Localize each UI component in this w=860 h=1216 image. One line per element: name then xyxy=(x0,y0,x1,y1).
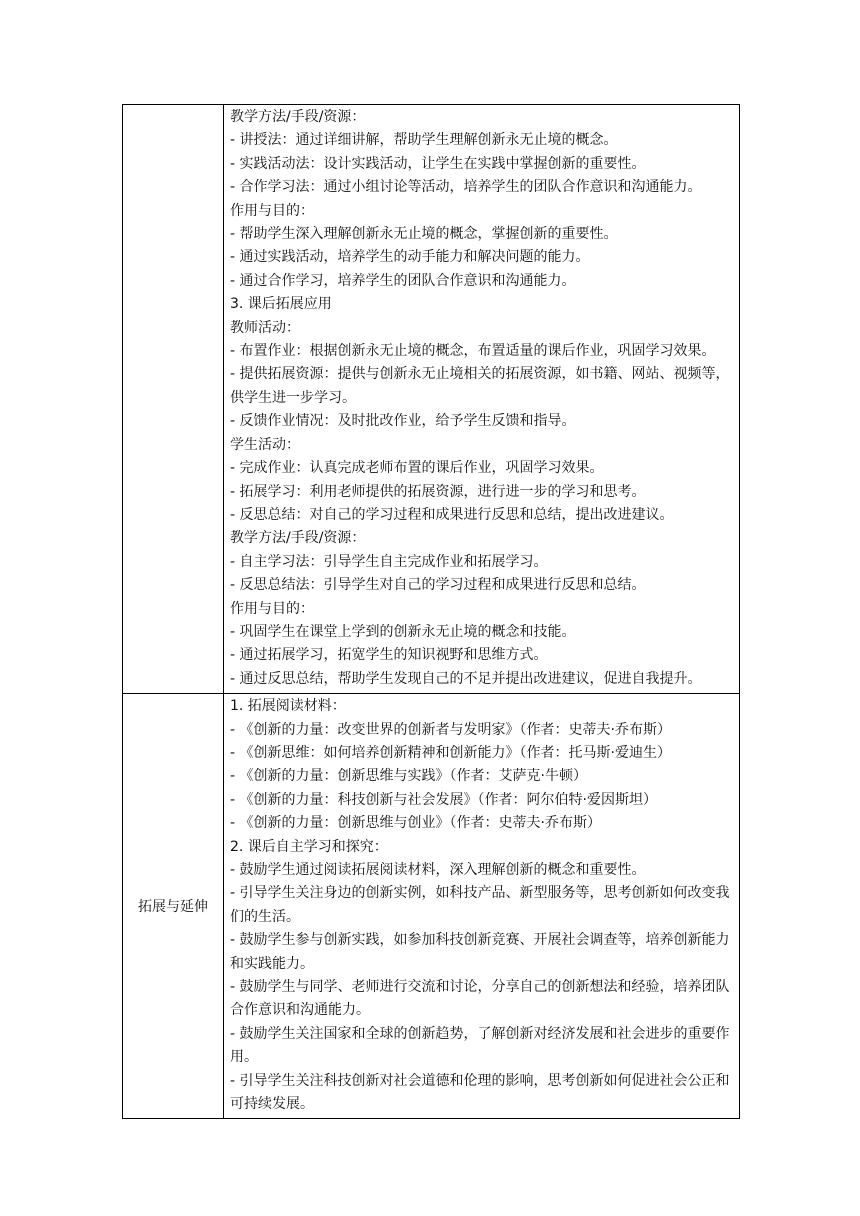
row-label-extension: 拓展与延伸 xyxy=(123,694,224,1119)
text-line: - 自主学习法：引导学生自主完成作业和拓展学习。 xyxy=(230,553,548,570)
text-line: 学生活动： xyxy=(230,436,300,453)
text-line: - 通过实践活动，培养学生的动手能力和解决问题的能力。 xyxy=(230,249,590,266)
text-line: - 通过拓展学习，拓宽学生的知识视野和思维方式。 xyxy=(230,647,548,664)
text-line: - 布置作业：根据创新永无止境的概念，布置适量的课后作业，巩固学习效果。 xyxy=(230,343,716,360)
text-line: - 鼓励学生参与创新实践，如参加科技创新竞赛、开展社会调查等，培养创新能力和实践能力。 xyxy=(230,932,730,972)
text-line: - 帮助学生深入理解创新永无止境的概念，掌握创新的重要性。 xyxy=(230,226,618,243)
table-row xyxy=(123,105,740,694)
text-line: - 鼓励学生通过阅读拓展阅读材料，深入理解创新的概念和重要性。 xyxy=(230,862,646,878)
text-line: 教师活动： xyxy=(230,319,300,336)
text-line: 教学方法/手段/资源： xyxy=(230,109,366,125)
text-line: - 《创新的力量：改变世界的创新者与发明家》（作者：史蒂夫·乔布斯） xyxy=(230,721,671,738)
text-line: - 讲授法：通过详细讲解，帮助学生理解创新永无止境的概念。 xyxy=(230,132,618,149)
row-content-cell xyxy=(224,694,740,1119)
content-lines xyxy=(230,695,733,1116)
text-line: - 反思总结：对自己的学习过程和成果进行反思和总结，提出改进建议。 xyxy=(230,506,674,523)
text-line: - 《创新思维：如何培养创新精神和创新能力》（作者：托马斯·爱迪生） xyxy=(230,744,671,761)
row-content-cell xyxy=(224,105,740,694)
text-line: - 鼓励学生关注国家和全球的创新趋势，了解创新对经济发展和社会进步的重要作用。 xyxy=(230,1025,730,1066)
text-line: - 巩固学生在课堂上学到的创新永无止境的概念和技能。 xyxy=(230,623,576,640)
text-line: - 实践活动法：设计实践活动，让学生在实践中掌握创新的重要性。 xyxy=(230,155,646,172)
content-lines xyxy=(230,106,733,691)
text-line: 教学方法/手段/资源： xyxy=(230,530,366,547)
text-line: 3. 课后拓展应用 xyxy=(230,296,332,313)
text-line: 作用与目的： xyxy=(230,202,314,219)
text-line: - 鼓励学生与同学、老师进行交流和讨论，分享自己的创新想法和经验，培养团队合作意识和沟通能力。 xyxy=(230,979,730,1019)
text-line: 1. 拓展阅读材料： xyxy=(230,698,346,715)
lesson-plan-table xyxy=(122,104,740,1119)
text-line: - 拓展学习：利用老师提供的拓展资源，进行进一步的学习和思考。 xyxy=(230,483,646,500)
text-line: - 引导学生关注身边的创新实例，如科技产品、新型服务等，思考创新如何改变我们的生活。 xyxy=(230,885,730,925)
text-line: - 提供拓展资源：提供与创新永无止境相关的拓展资源，如书籍、网站、视频等，供学生进一步学习。 xyxy=(230,366,730,406)
text-line: 作用与目的： xyxy=(230,600,314,617)
text-line: - 《创新的力量：科技创新与社会发展》（作者：阿尔伯特·爱因斯坦） xyxy=(230,791,657,808)
text-line: - 《创新的力量：创新思维与实践》（作者：艾萨克·牛顿） xyxy=(230,768,587,785)
text-line: - 引导学生关注科技创新对社会道德和伦理的影响，思考创新如何促进社会公正和可持续发展。 xyxy=(230,1072,730,1113)
text-line: - 完成作业：认真完成老师布置的课后作业，巩固学习效果。 xyxy=(230,460,604,477)
text-line: - 通过反思总结，帮助学生发现自己的不足并提出改进建议，促进自我提升。 xyxy=(230,670,702,687)
text-line: - 反思总结法：引导学生对自己的学习过程和成果进行反思和总结。 xyxy=(230,577,646,594)
table-row xyxy=(123,694,740,1119)
text-line: - 合作学习法：通过小组讨论等活动，培养学生的团队合作意识和沟通能力。 xyxy=(230,179,702,196)
row-label-cell xyxy=(123,105,224,694)
text-line: - 《创新的力量：创新思维与创业》（作者：史蒂夫·乔布斯） xyxy=(230,815,601,832)
text-line: - 反馈作业情况：及时批改作业，给予学生反馈和指导。 xyxy=(230,413,576,430)
text-line: 2. 课后自主学习和探究： xyxy=(230,838,388,855)
text-line: - 通过合作学习，培养学生的团队合作意识和沟通能力。 xyxy=(230,272,576,289)
